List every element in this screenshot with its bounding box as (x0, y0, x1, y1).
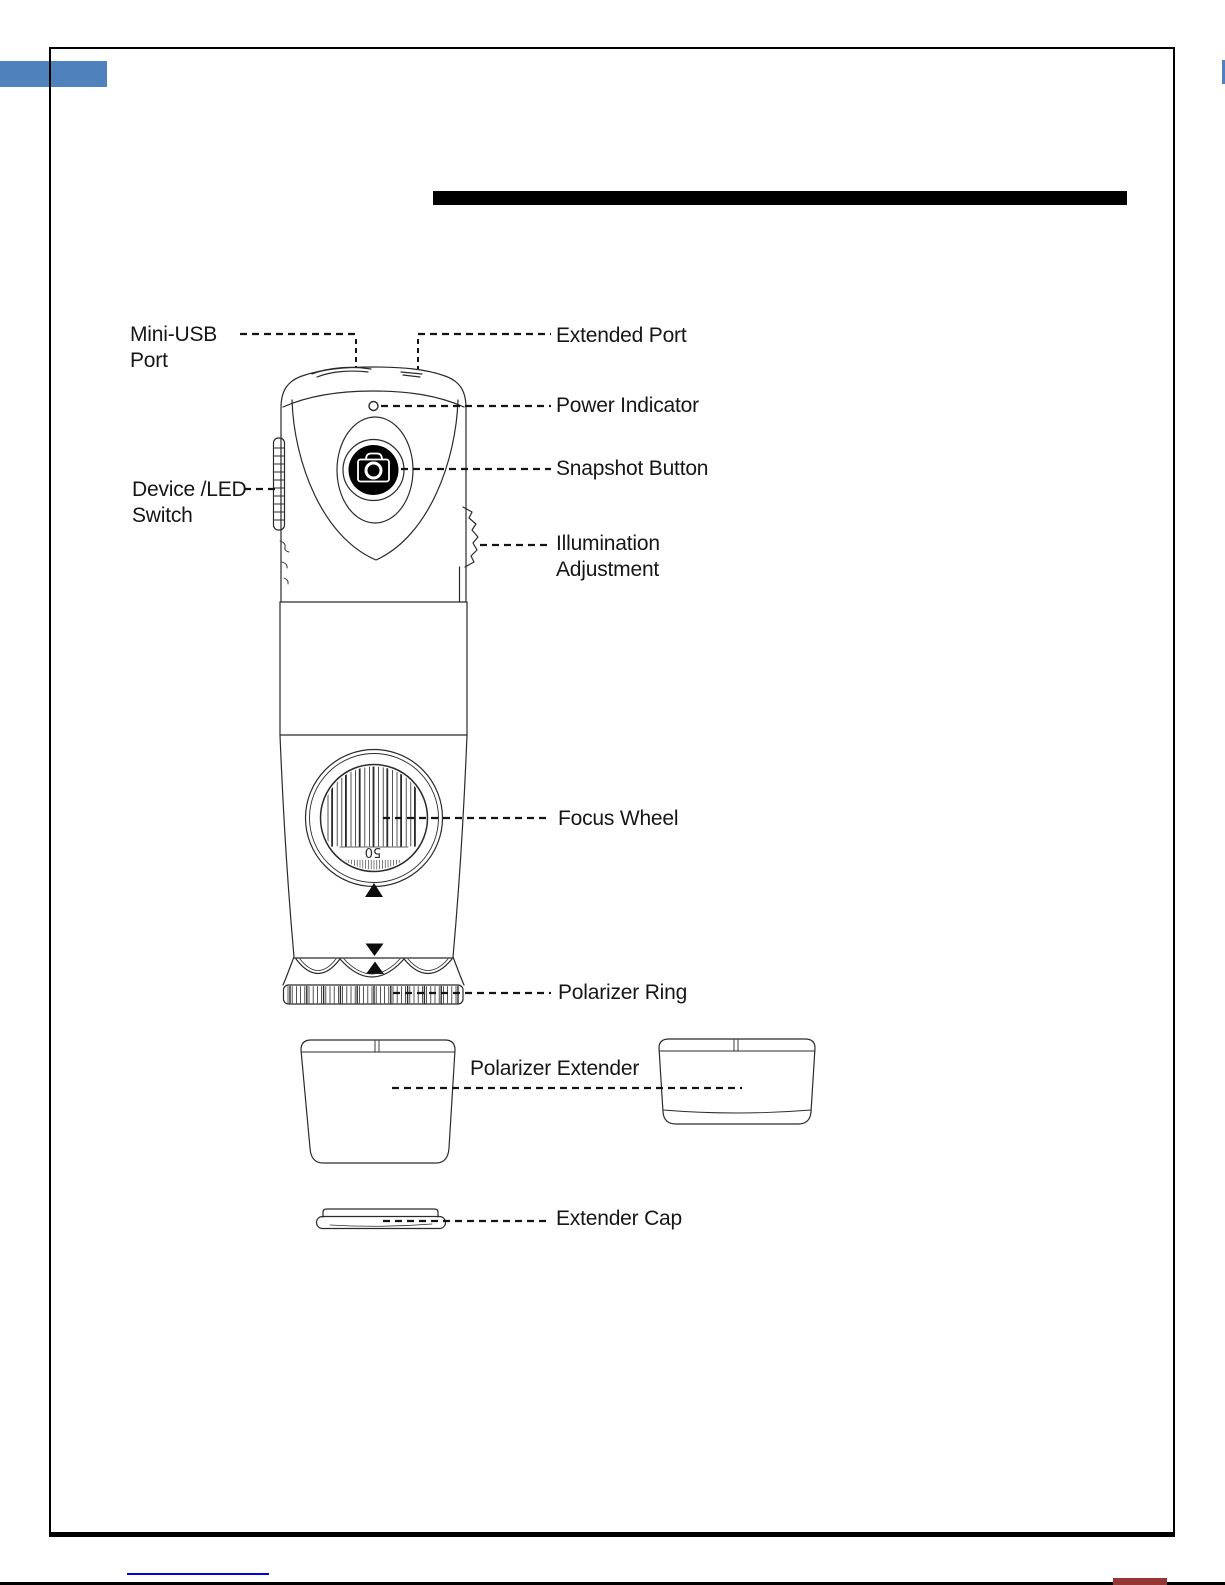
footer-red-tab (1113, 1578, 1167, 1585)
label-illumination-adjustment (556, 531, 660, 583)
focus-direction-triangles (365, 883, 384, 974)
label-mini-usb-line1: Mini-USB (130, 323, 218, 346)
extended-port-slot (401, 372, 422, 377)
label-device-led-line1: Device /LED (132, 478, 247, 501)
label-snapshot-button: Snapshot Button (556, 457, 709, 480)
label-extender-cap: Extender Cap (556, 1207, 683, 1230)
polarizer-extender-right (659, 1039, 815, 1124)
label-power-indicator: Power Indicator (556, 394, 699, 417)
label-mini-usb-line2: Port (130, 349, 168, 372)
label-illumination-line2: Adjustment (556, 558, 660, 581)
illumination-wheel-graphic (460, 507, 479, 602)
label-illumination-line1: Illumination (556, 532, 660, 555)
label-polarizer-extender: Polarizer Extender (470, 1057, 640, 1080)
polarizer-ring-graphic (284, 985, 464, 1004)
power-indicator-dot (369, 402, 378, 411)
label-extended-port: Extended Port (556, 324, 687, 347)
label-device-led-switch (132, 477, 247, 529)
polarizer-extender-left (301, 1040, 455, 1163)
label-focus-wheel: Focus Wheel (558, 807, 679, 830)
focus-wheel-marking: 50 (364, 844, 382, 859)
label-mini-usb-port (130, 322, 217, 374)
footer-link-underline[interactable] (127, 1573, 269, 1575)
extender-cap-graphic (317, 1209, 446, 1229)
snapshot-button-graphic (349, 445, 399, 495)
label-device-led-line2: Switch (132, 504, 193, 527)
label-polarizer-ring: Polarizer Ring (558, 981, 688, 1004)
